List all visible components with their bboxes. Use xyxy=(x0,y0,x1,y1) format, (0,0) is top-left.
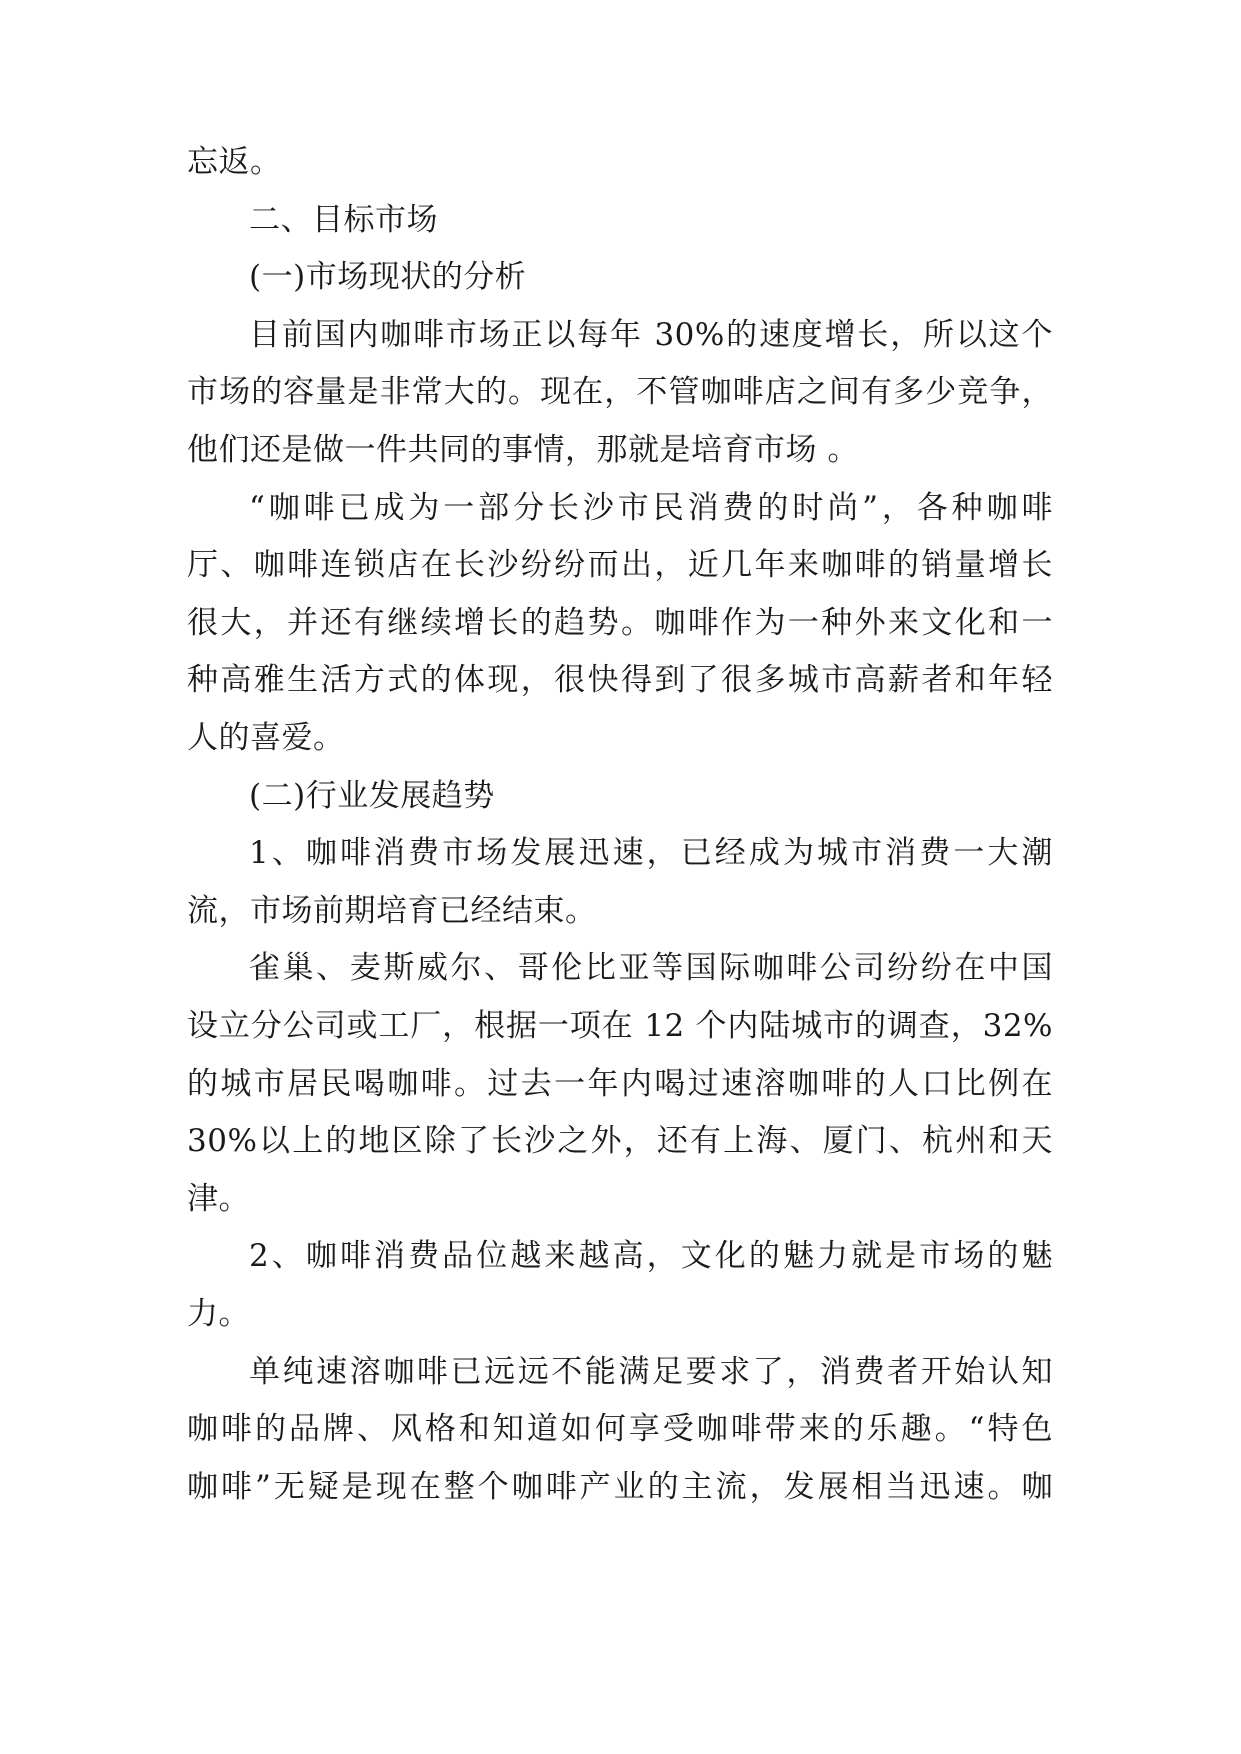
text-line: “咖啡已成为一部分长沙市民消费的时尚”，各种咖啡 xyxy=(249,490,1053,526)
text-line: 咖啡”无疑是现在整个咖啡产业的主流，发展相当迅速。咖 xyxy=(187,1469,1053,1505)
text-line: 咖啡的品牌、风格和知道如何享受咖啡带来的乐趣。“特色 xyxy=(187,1411,1053,1447)
text-line: (一)市场现状的分析 xyxy=(249,259,527,295)
text-line: 2、咖啡消费品位越来越高，文化的魅力就是市场的魅 xyxy=(249,1238,1053,1274)
text-line: 津。 xyxy=(187,1181,250,1217)
text-line: 很大，并还有继续增长的趋势。咖啡作为一种外来文化和一 xyxy=(187,605,1053,641)
text-line: 设立分公司或工厂，根据一项在 12 个内陆城市的调查，32% xyxy=(187,1008,1053,1044)
text-line: 忘返。 xyxy=(187,144,282,180)
text-line: 的城市居民喝咖啡。过去一年内喝过速溶咖啡的人口比例在 xyxy=(187,1066,1053,1102)
text-line: (二)行业发展趋势 xyxy=(249,778,495,814)
text-line: 二、目标市场 xyxy=(249,202,438,238)
text-line: 种高雅生活方式的体现，很快得到了很多城市高薪者和年轻 xyxy=(187,662,1053,698)
text-line: 1、咖啡消费市场发展迅速，已经成为城市消费一大潮 xyxy=(249,835,1053,871)
text-line: 厅、咖啡连锁店在长沙纷纷而出，近几年来咖啡的销量增长 xyxy=(187,547,1053,583)
text-line: 雀巢、麦斯威尔、哥伦比亚等国际咖啡公司纷纷在中国 xyxy=(249,950,1053,986)
text-line: 力。 xyxy=(187,1296,250,1332)
text-line: 单纯速溶咖啡已远远不能满足要求了，消费者开始认知 xyxy=(249,1354,1053,1390)
text-line: 他们还是做一件共同的事情，那就是培育市场 。 xyxy=(187,432,859,468)
text-line: 目前国内咖啡市场正以每年 30%的速度增长，所以这个 xyxy=(249,317,1053,353)
text-line: 流，市场前期培育已经结束。 xyxy=(187,893,597,929)
text-line: 市场的容量是非常大的。现在，不管咖啡店之间有多少竞争， xyxy=(187,374,1053,410)
text-line: 人的喜爱。 xyxy=(187,720,345,756)
text-line: 30%以上的地区除了长沙之外，还有上海、厦门、杭州和天 xyxy=(187,1123,1053,1159)
